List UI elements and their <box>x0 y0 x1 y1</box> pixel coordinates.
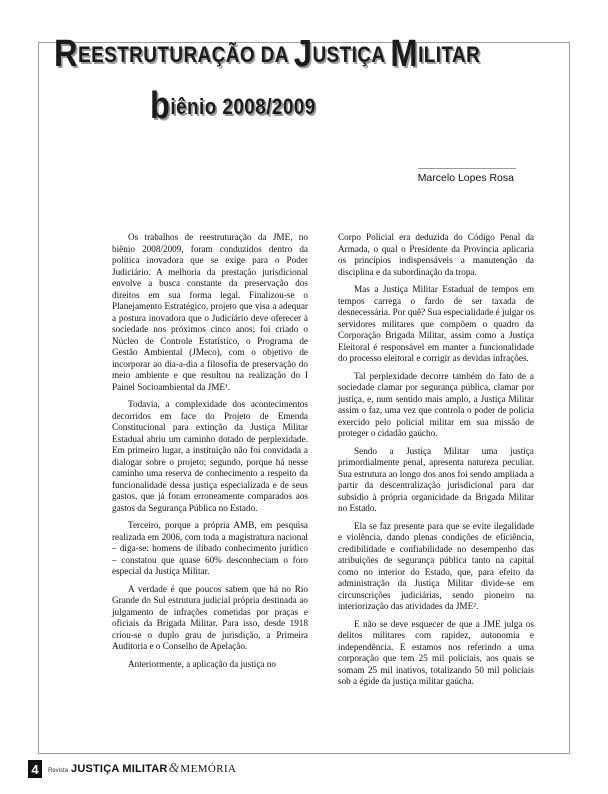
right-column <box>338 232 534 694</box>
paragraph: Tal perplexidade decorre também do fato de a sociedade clamar por segurança pública, clamar por justiça, e, num sentido mais amplo, a Justiça Militar assim o faz, uma vez que controla o poder de polícia exercido pelo policial militar em sua missão de proteger o cidadão gaúcho. <box>338 370 534 438</box>
paragraph: Sendo a Justiça Militar uma justiça primordialmente penal, apresenta natureza peculiar. Sua estrutura ao longo dos anos foi sendo ampliada a partir da descentralização jurisdicional para dar subsídio à própria organicidade da Brigada Militar no Estado. <box>338 445 534 513</box>
title-text-b: USTIÇA <box>312 42 391 67</box>
paragraph: Os trabalhos de reestruturação da JME, no biênio 2008/2009, foram conduzidos dentro da política inovadora que se exige para o Poder Judiciário. A melhoria da prestação jurisdicional envolve a busca constante da preservação dos direitos em sua forma legal. Finalizou-se o Planejamento Estratégico, projeto que visa a adequar a postura inovadora que o Judiciário deve oferecer à sociedade nos próximos cinco anos; foi criado o Núcleo de Controle Estatístico, o Programa de Gestão Ambiental (JMeco), com o objetivo de incorporar ao dia-a-dia a filosofia de preservação do meio ambiente e que resultou na realização do I Painel Socioambiental da JME¹. <box>112 232 308 392</box>
title-initial-m: M <box>390 33 419 75</box>
author-divider <box>418 168 516 169</box>
paragraph: Corpo Policial era deduzida do Código Penal da Armada, o qual o Presidente da Província aplicaria os princípios indispensáveis a manutenção da disciplina e da subordinação da tropa. <box>338 232 534 277</box>
brand-ampersand: & <box>168 761 180 776</box>
article-title <box>54 33 481 127</box>
paragraph: Todavia, a complexidade dos acontecimentos decorridos em face do Projeto de Emenda Constitucional para extinção da Justiça Militar Estadual abriu um caminho dotado de perplexidade. Em primeiro lugar, a instituição não foi convidada a dialogar sobre o projeto; segundo, porque há nesse caminho uma reserva de conhecimento a respeito da funcionalidade dessa justiça especializada e de seus gastos, que já foram erroneamente comparados aos gastos da Segurança Pública no Estado. <box>112 399 308 513</box>
title-text-a: EESTRUTURAÇÃO DA <box>78 42 294 67</box>
paragraph: Mas a Justiça Militar Estadual de tempos em tempos carrega o fardo de ser taxada de desnecessária. Por quê? Sua especialidade é julgar os servidores militares que compõem o quadro da Corporação Brigada Militar, assim como a Justiça Eleitoral é responsável em manter a funcionalidade do processo eleitoral e corrigir as devidas infrações. <box>338 284 534 363</box>
brand-memoria: MEMÓRIA <box>180 763 237 775</box>
title-initial-j: J <box>293 33 313 75</box>
title-line-1 <box>54 33 481 75</box>
paragraph: A verdade é que poucos sabem que há no Rio Grande do Sul estrutura judicial própria destinada ao julgamento de infrações cometidas por praças e oficiais da Brigada Militar. Para isso, desde 1918 criou-se o duplo grau de jurisdição, a Primeira Auditoria e o Conselho de Apelação. <box>112 583 308 651</box>
brand-title: JUSTIÇA MILITAR <box>71 763 168 775</box>
paragraph: Ela se faz presente para que se evite ilegalidade e violência, dando plenas condições de eficiência, credibilidade e confiabilidade no desempenho das atribuições de segurança pública tanto na capital como no interior do Estado, que, para efeito da administração da Justiça Militar divide-se em circunscrições judiciárias, sendo pioneiro na interiorização das atividades da JME². <box>338 520 534 611</box>
paragraph: Anteriormente, a aplicação da justiça no <box>128 658 276 669</box>
title-subtitle-text: iênio 2008/2009 <box>170 94 316 119</box>
left-column <box>112 232 308 676</box>
title-initial-b: b <box>150 85 171 127</box>
title-initial-r: R <box>54 33 79 75</box>
page-footer <box>28 758 236 780</box>
paragraph: E não se deve esquecer de que a JME julga os delitos militares com rapidez, autonomia e independência. E estamos nos referindo a uma corporação que tem 25 mil policiais, aos quais se somam 25 mil inativos, totalizando 50 mil policiais sob a égide da justiça militar gaúcha. <box>338 618 534 686</box>
brand-prefix: Revista <box>48 768 69 774</box>
page-number: 4 <box>28 760 42 778</box>
paragraph: Terceiro, porque a própria AMB, em pesquisa realizada em 2006, com toda a magistratura nacional – diga-se: homens de ilibado conhecimento jurídico – constatou que quase 60% desconheciam o foro especial da Justiça Militar. <box>112 520 308 576</box>
title-text-c: ILITAR <box>418 42 481 67</box>
title-line-2 <box>150 85 316 127</box>
magazine-logo <box>48 761 236 777</box>
author-name: Marcelo Lopes Rosa <box>417 172 514 184</box>
